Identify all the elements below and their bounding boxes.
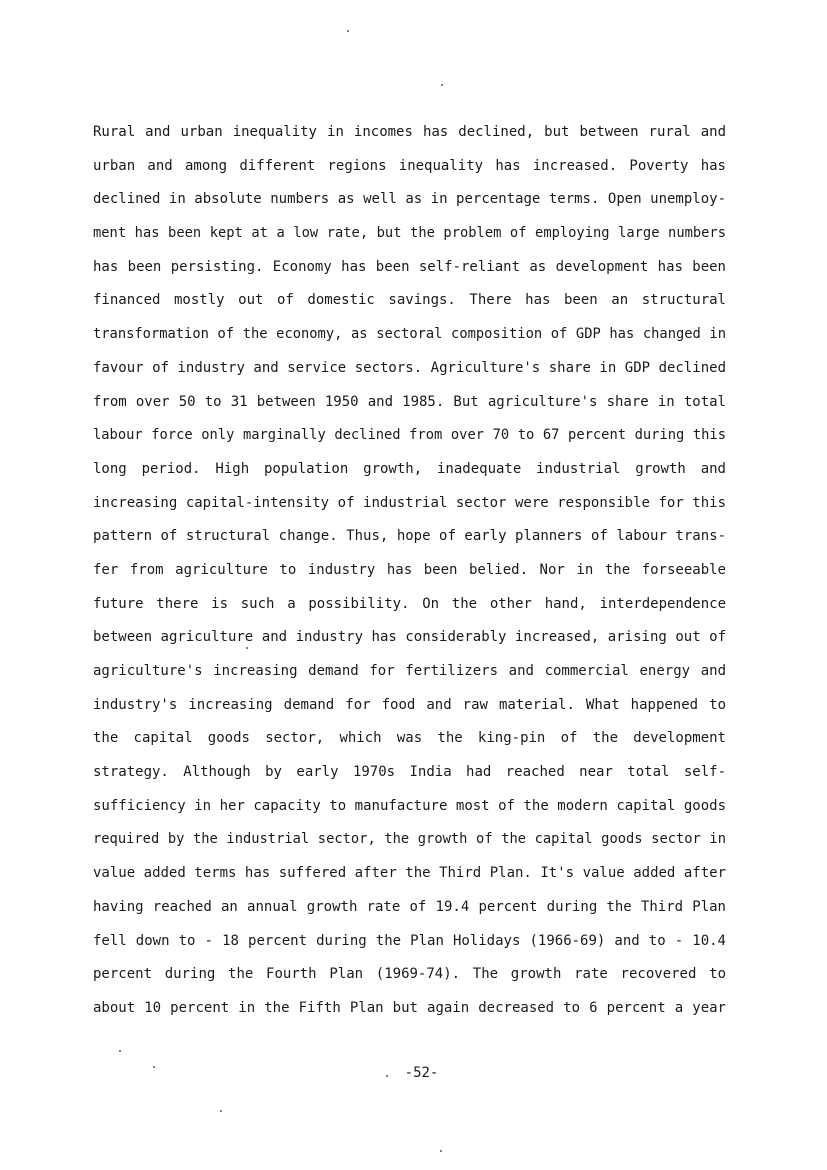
text-line: Rural and urban inequality in incomes has declined, but between rural and: [93, 124, 726, 140]
text-line: pattern of structural change. Thus, hope of early planners of labour trans-: [93, 528, 726, 545]
text-line: fer from agriculture to industry has been belied. Nor in the forseeable: [93, 561, 726, 578]
body-paragraph: [93, 119, 726, 1029]
text-line: transformation of the economy, as sectoral composition of GDP has changed in: [93, 326, 726, 343]
scan-speck: [119, 1050, 121, 1052]
scan-speck: [386, 1075, 388, 1077]
text-line: sufficiency in her capacity to manufacture most of the modern capital goods: [93, 797, 726, 814]
text-line: declined in absolute numbers as well as in percentage terms. Open unemploy-: [93, 191, 726, 208]
page-number: -52-: [404, 1065, 439, 1081]
text-line: future there is such a possibility. On the other hand, interdependence: [93, 595, 726, 612]
text-line: required by the industrial sector, the growth of the capital goods sector in: [93, 831, 726, 848]
text-line: value added terms has suffered after the Third Plan. It's value added after: [93, 865, 726, 882]
scan-speck: [441, 84, 443, 86]
text-line: labour force only marginally declined from over 70 to 67 percent during this: [93, 427, 726, 444]
text-line: the capital goods sector, which was the king-pin of the development: [93, 730, 726, 747]
text-line: about 10 percent in the Fifth Plan but again decreased to 6 percent a year: [93, 999, 726, 1016]
text-line: fell down to - 18 percent during the Plan Holidays (1966-69) and to - 10.4: [93, 932, 726, 949]
text-line: has been persisting. Economy has been self-reliant as development has been: [93, 258, 726, 275]
text-line: long period. High population growth, inadequate industrial growth and: [93, 460, 726, 477]
text-line: favour of industry and service sectors. Agriculture's share in GDP declined: [93, 359, 726, 376]
text-line: having reached an annual growth rate of 19.4 percent during the Third Plan: [93, 898, 726, 915]
text-line: strategy. Although by early 1970s India had reached near total self-: [93, 764, 726, 781]
text-line: urban and among different regions inequality has increased. Poverty has: [93, 157, 726, 174]
scan-speck: [347, 30, 349, 32]
scan-speck: [440, 1150, 442, 1152]
text-line: increasing capital-intensity of industrial sector were responsible for this: [93, 494, 726, 511]
text-line: industry's increasing demand for food and raw material. What happened to: [93, 696, 726, 713]
text-line: financed mostly out of domestic savings. There has been an structural: [93, 292, 726, 309]
scan-speck: [220, 1110, 222, 1112]
scan-speck: [153, 1066, 155, 1068]
text-line: ment has been kept at a low rate, but the problem of employing large numbers: [93, 225, 726, 242]
text-line: percent during the Fourth Plan (1969-74). The growth rate recovered to: [93, 966, 726, 983]
text-line: between agriculture and industry has considerably increased, arising out of: [93, 629, 726, 646]
text-line: from over 50 to 31 between 1950 and 1985. But agriculture's share in total: [93, 393, 726, 410]
text-line: agriculture's increasing demand for fertilizers and commercial energy and: [93, 663, 726, 679]
scan-speck: [246, 647, 248, 649]
